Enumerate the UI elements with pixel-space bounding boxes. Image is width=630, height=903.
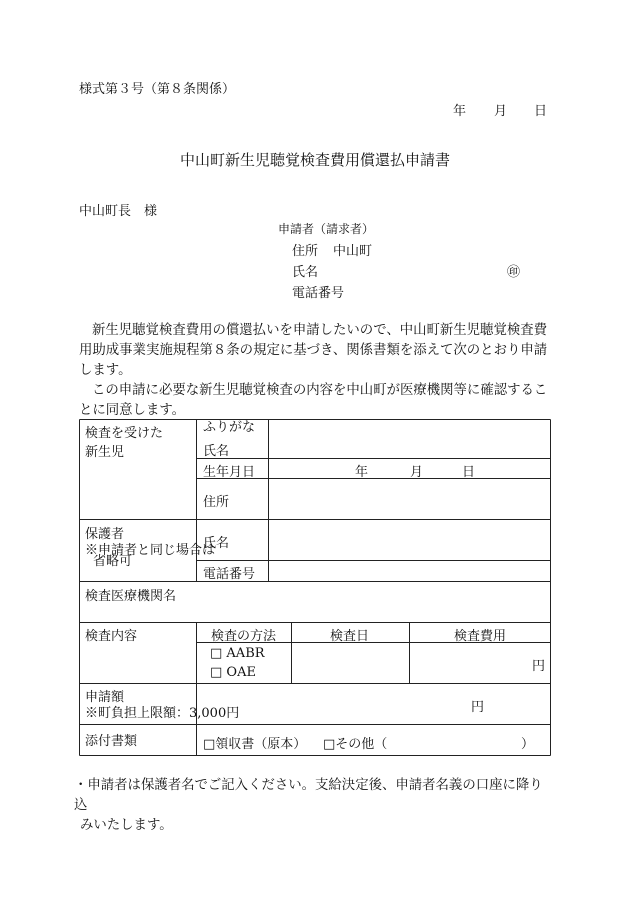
method-header: 検査の方法 <box>211 629 277 644</box>
method-aabr-checkbox[interactable]: □ AABR <box>210 646 265 661</box>
addressee: 中山町長 様 <box>79 204 158 219</box>
exam-date-header: 検査日 <box>330 629 370 644</box>
guardian-note-1: ※申請者と同じ場合は <box>85 543 216 558</box>
exam-cost-field[interactable] <box>411 644 549 682</box>
guardian-phone-label: 電話番号 <box>203 567 256 582</box>
consent-line-2: とに同意します。 <box>79 403 186 418</box>
cost-unit: 円 <box>532 659 546 674</box>
guardian-name-label: 氏名 <box>203 536 230 551</box>
date-day-label: 日 <box>534 104 548 119</box>
amount-label: 申請額 <box>85 690 125 705</box>
birthdate-field[interactable] <box>270 460 549 480</box>
attachments-label: 添付書類 <box>85 734 138 749</box>
birth-month-label: 月 <box>410 465 424 480</box>
consent-line-1: この申請に必要な新生児聴覚検査の内容を中山町が医療機関等に確認するこ <box>92 383 548 398</box>
newborn-label-2: 新生児 <box>85 445 125 460</box>
date-month-label: 月 <box>494 104 508 119</box>
amount-note: ※町負担上限額：3,000円 <box>85 706 240 721</box>
birth-year-label: 年 <box>355 465 369 480</box>
attach-receipt-checkbox[interactable]: □領収書（原本） <box>203 737 307 752</box>
form-number: 様式第３号（第８条関係） <box>79 82 236 97</box>
date-year-label: 年 <box>453 104 467 119</box>
seal-mark: ㊞ <box>507 265 521 280</box>
attach-other-checkbox[interactable]: □その他（ <box>323 737 388 752</box>
newborn-name-field[interactable] <box>280 422 548 456</box>
birth-day-label: 日 <box>462 465 476 480</box>
applicant-address-value: 中山町 <box>333 244 373 259</box>
application-table <box>79 419 551 756</box>
page-title: 中山町新生児聴覚検査費用償還払申請書 <box>179 151 450 169</box>
request-line-3: します。 <box>79 363 132 378</box>
institution-label: 検査医療機関名 <box>85 589 177 604</box>
guardian-label: 保護者 <box>85 527 125 542</box>
exam-content-label: 検査内容 <box>85 629 138 644</box>
newborn-label-1: 検査を受けた <box>85 426 164 441</box>
newborn-name-label: 氏名 <box>203 444 230 459</box>
applicant-phone-label: 電話番号 <box>292 286 345 301</box>
amount-field[interactable] <box>198 685 549 723</box>
newborn-address-label: 住所 <box>203 495 230 510</box>
footer-note-line-1: ・申請者は保護者名でご記入ください。支給決定後、申請者名義の口座に降り込 <box>74 778 543 813</box>
footer-note <box>74 776 554 836</box>
exam-date-field[interactable] <box>293 644 408 682</box>
attach-other-close: ） <box>521 737 535 752</box>
guardian-name-field[interactable] <box>270 521 549 559</box>
request-paragraph <box>79 321 551 421</box>
request-line-2: 用助成事業実施規程第８条の規定に基づき、関係書類を添えて次のとおり申請 <box>79 343 548 358</box>
exam-cost-header: 検査費用 <box>454 629 507 644</box>
applicant-name-label: 氏名 <box>292 265 319 280</box>
applicant-heading: 申請者（請求者） <box>278 222 375 236</box>
request-line-1: 新生児聴覚検査費用の償還払いを申請したいので、中山町新生児聴覚検査費 <box>92 323 548 338</box>
footer-note-line-2: みいたします。 <box>80 818 173 833</box>
applicant-address-label: 住所 <box>292 244 319 259</box>
birthdate-label: 生年月日 <box>203 465 256 480</box>
institution-field[interactable] <box>198 583 549 621</box>
furigana-label: ふりがな <box>203 420 256 435</box>
amount-unit: 円 <box>471 700 485 715</box>
newborn-address-field[interactable] <box>270 480 549 518</box>
guardian-note-2: 省略可 <box>93 554 133 569</box>
guardian-phone-field[interactable] <box>270 562 549 580</box>
method-oae-checkbox[interactable]: □ OAE <box>210 665 256 680</box>
